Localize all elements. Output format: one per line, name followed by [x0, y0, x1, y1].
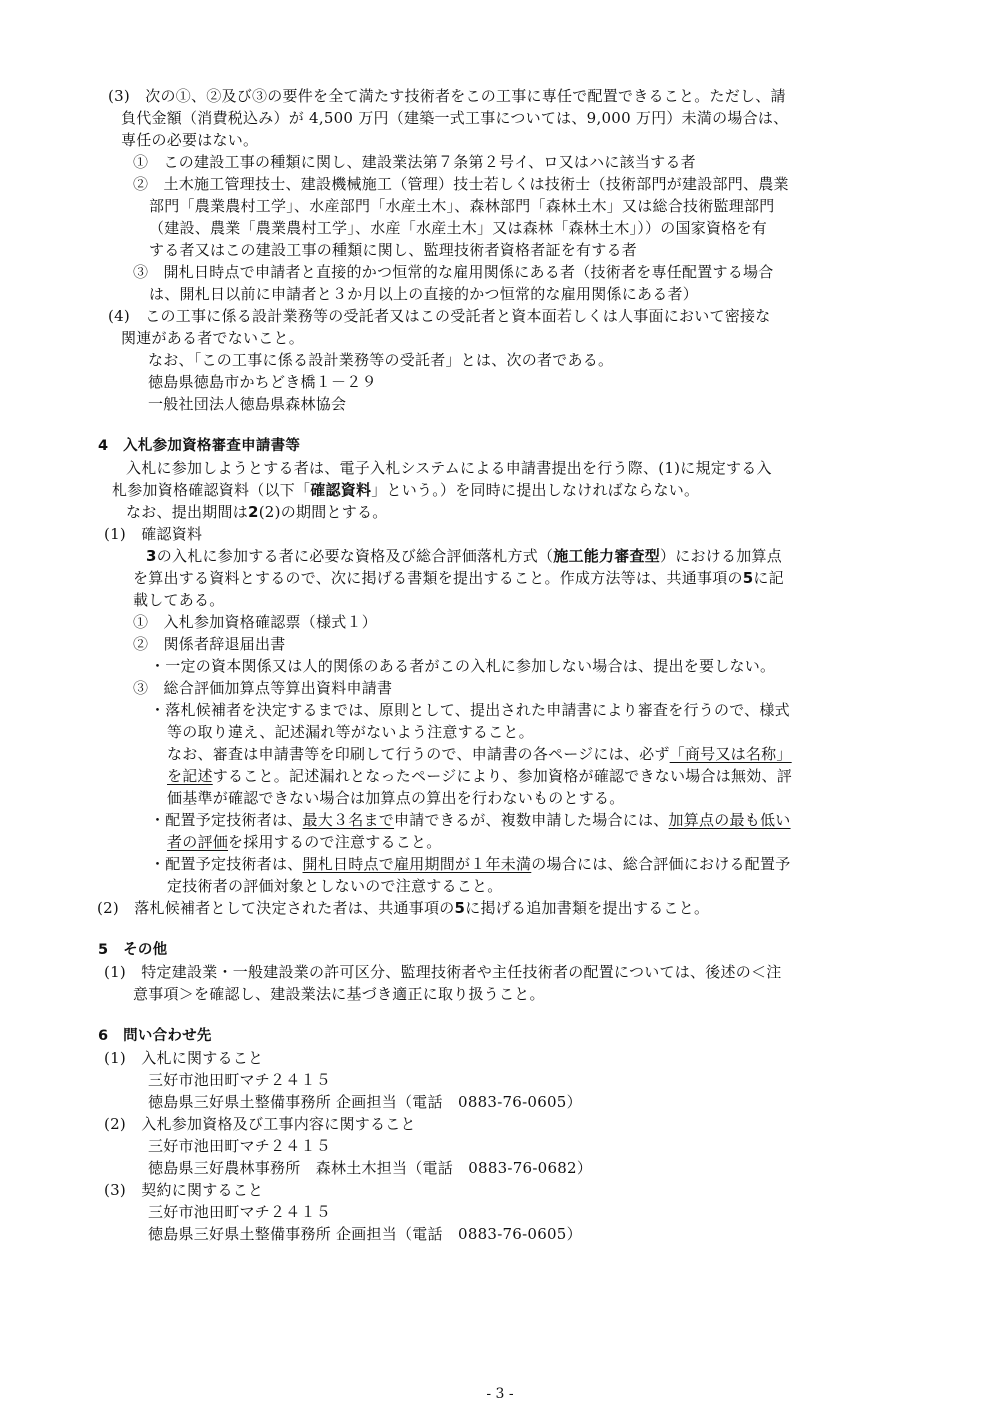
- section-heading: [98, 1025, 212, 1047]
- text-line: [148, 393, 346, 415]
- text-line: [148, 1135, 331, 1157]
- text-segment: ① この建設工事の種類に関し、建設業法第７条第２号イ、ロ又はハに該当する者: [133, 153, 696, 171]
- text-segment: ）における加算点: [659, 547, 782, 565]
- text-line: [148, 1201, 331, 1223]
- text-line: [167, 721, 534, 743]
- text-segment: 等の取り違え、記述漏れ等がないよう注意すること。: [167, 723, 534, 741]
- text-line: [167, 743, 792, 765]
- text-segment: 一般社団法人徳島県森林協会: [148, 395, 347, 413]
- text-line: [133, 151, 696, 173]
- section-heading: [98, 435, 300, 457]
- text-line: [133, 261, 774, 283]
- text-line: [133, 633, 286, 655]
- text-segment: 価基準が確認できない場合は加算点の算出を行わないものとする。: [167, 789, 625, 807]
- page-number: - 3 -: [486, 1386, 514, 1402]
- text-segment: 5 その他: [98, 942, 168, 958]
- underlined-text: 最大３名まで: [302, 811, 395, 829]
- text-line: [150, 655, 775, 677]
- text-segment: ② 土木施工管理技士、建設機械施工（管理）技士若しくは技術士（技術部門が建設部門、農業: [133, 175, 789, 193]
- text-segment: 三好市池田町マチ２４１５: [148, 1071, 332, 1089]
- text-line: [104, 1179, 263, 1201]
- text-line: [126, 501, 387, 523]
- text-segment: に掲げる追加書類を提出すること。: [465, 899, 710, 917]
- text-line: [133, 567, 784, 589]
- text-line: [150, 809, 791, 831]
- text-segment: (1) 特定建設業・一般建設業の許可区分、監理技術者や主任技術者の配置については、後述の＜注: [104, 963, 782, 981]
- text-line: [133, 677, 392, 699]
- text-segment: する者又はこの建設工事の種類に関し、監理技術者資格者証を有する者: [149, 241, 638, 259]
- text-segment: 載してある。: [133, 591, 225, 609]
- text-line: [121, 107, 788, 129]
- text-segment: 負代金額（消費税込み）が 4,500 万円（建築一式工事については、9,000 万円）未満の場合は、: [121, 109, 789, 127]
- text-line: [104, 1113, 416, 1135]
- underlined-text: 者の評価: [167, 833, 229, 851]
- text-segment: を採用するので注意すること。: [228, 833, 442, 851]
- text-segment: 徳島県三好県土整備事務所 企画担当（電話 0883-76-0605）: [148, 1225, 582, 1243]
- text-segment: (2) 入札参加資格及び工事内容に関すること: [104, 1115, 416, 1133]
- text-segment: 徳島県三好農林事務所 森林土木担当（電話 0883-76-0682）: [148, 1159, 593, 1177]
- text-line: [148, 1091, 582, 1113]
- text-line: [133, 173, 789, 195]
- text-segment: の場合には、総合評価における配置予: [531, 855, 791, 873]
- text-line: [121, 129, 258, 151]
- text-line: [149, 195, 775, 217]
- text-segment: 札参加資格確認資料（以下「: [112, 481, 311, 499]
- text-line: [133, 589, 225, 611]
- text-line: [146, 545, 782, 567]
- text-segment: 部門「農業農村工学」、水産部門「水産土木」、森林部門「森林土木」又は総合技術監理部門: [149, 197, 775, 215]
- text-line: [121, 327, 304, 349]
- text-line: [112, 479, 699, 501]
- text-segment: 」という。）を同時に提出しなければならない。: [371, 481, 700, 499]
- text-segment: は、開札日以前に申請者と３か月以上の直接的かつ恒常的な雇用関係にある者）: [149, 285, 699, 303]
- text-line: [133, 611, 377, 633]
- text-line: [148, 1223, 582, 1245]
- bold-text: 施工能力審査型: [553, 547, 660, 565]
- text-segment: 4 入札参加資格審査申請書等: [98, 438, 301, 454]
- text-segment: ② 関係者辞退届出書: [133, 635, 286, 653]
- text-line: [104, 1047, 263, 1069]
- text-segment: (1) 入札に関すること: [104, 1049, 264, 1067]
- text-line: [148, 1157, 592, 1179]
- text-line: [150, 853, 791, 875]
- text-line: [167, 787, 625, 809]
- text-line: [148, 371, 377, 393]
- text-line: [126, 457, 772, 479]
- text-segment: 申請できるが、複数申請した場合には、: [394, 811, 669, 829]
- text-segment: に記: [753, 569, 784, 587]
- text-segment: なお、「この工事に係る設計業務等の受託者」とは、次の者である。: [148, 351, 614, 369]
- text-segment: ③ 開札日時点で申請者と直接的かつ恒常的な雇用関係にある者（技術者を専任配置する場合: [133, 263, 774, 281]
- text-line: [104, 961, 781, 983]
- text-segment: 三好市池田町マチ２４１５: [148, 1137, 332, 1155]
- text-segment: ① 入札参加資格確認票（様式１）: [133, 613, 378, 631]
- underlined-text: を記述: [167, 767, 213, 785]
- bold-text: 確認資料: [310, 481, 372, 499]
- text-line: [97, 897, 709, 919]
- text-segment: なお、審査は申請書等を印刷して行うので、申請書の各ページには、必ず: [167, 745, 670, 763]
- text-segment: 6 問い合わせ先: [98, 1028, 212, 1044]
- text-line: [149, 283, 698, 305]
- text-segment: 定技術者の評価対象としないので注意すること。: [167, 877, 503, 895]
- underlined-text: 開札日時点で雇用期間が１年未満: [302, 855, 532, 873]
- text-segment: 徳島県徳島市かちどき橋１－２９: [148, 373, 377, 391]
- text-segment: 専任の必要はない。: [121, 131, 259, 149]
- bold-text: 2: [248, 503, 259, 521]
- text-segment: (3) 次の①、②及び③の要件を全て満たす技術者をこの工事に専任で配置できること。ただし、請: [108, 87, 786, 105]
- text-segment: (2) 落札候補者として決定された者は、共通事項の: [97, 899, 455, 917]
- text-segment: の入札に参加する者に必要な資格及び総合評価落札方式（: [156, 547, 554, 565]
- text-segment: (4) この工事に係る設計業務等の受託者又はこの受託者と資本面若しくは人事面において密接な: [108, 307, 771, 325]
- text-line: [108, 85, 786, 107]
- bold-text: 3: [146, 547, 157, 565]
- text-segment: 意事項＞を確認し、建設業法に基づき適正に取り扱うこと。: [133, 985, 545, 1003]
- section-heading: [98, 939, 167, 961]
- underlined-text: 加算点の最も低い: [668, 811, 791, 829]
- text-line: [133, 983, 545, 1005]
- text-segment: (2)の期間とする。: [258, 503, 388, 521]
- text-segment: 関連がある者でないこと。: [121, 329, 305, 347]
- text-segment: すること。記述漏れとなったページにより、参加資格が確認できない場合は無効、評: [212, 767, 792, 785]
- text-line: [148, 349, 613, 371]
- text-segment: ・落札候補者を決定するまでは、原則として、提出された申請書により審査を行うので、様式: [150, 701, 790, 719]
- text-segment: (1) 確認資料: [104, 525, 203, 543]
- text-line: [150, 699, 790, 721]
- text-segment: ・配置予定技術者は、: [150, 855, 303, 873]
- text-line: [167, 831, 442, 853]
- text-line: [149, 217, 767, 239]
- text-segment: 三好市池田町マチ２４１５: [148, 1203, 332, 1221]
- text-line: [167, 765, 792, 787]
- underlined-text: 「商号又は名称」: [669, 745, 792, 763]
- text-segment: (3) 契約に関すること: [104, 1181, 264, 1199]
- text-line: [148, 1069, 331, 1091]
- bold-text: 5: [454, 899, 466, 917]
- text-line: [149, 239, 637, 261]
- text-segment: ・一定の資本関係又は人的関係のある者がこの入札に参加しない場合は、提出を要しない。: [150, 657, 776, 675]
- text-line: [167, 875, 503, 897]
- text-segment: を算出する資料とするので、次に掲げる書類を提出すること。作成方法等は、共通事項の: [133, 569, 743, 587]
- bold-text: 5: [742, 569, 754, 587]
- text-line: [104, 523, 202, 545]
- text-segment: 入札に参加しようとする者は、電子入札システムによる申請書提出を行う際、(1)に規定する入: [126, 459, 772, 477]
- text-segment: 徳島県三好県土整備事務所 企画担当（電話 0883-76-0605）: [148, 1093, 582, 1111]
- text-line: [108, 305, 771, 327]
- text-segment: ・配置予定技術者は、: [150, 811, 303, 829]
- text-segment: （建設、農業「農業農村工学」、水産「水産土木」又は森林「森林土木」））の国家資格を有: [149, 219, 768, 237]
- text-segment: ③ 総合評価加算点等算出資料申請書: [133, 679, 393, 697]
- text-segment: なお、提出期間は: [126, 503, 249, 521]
